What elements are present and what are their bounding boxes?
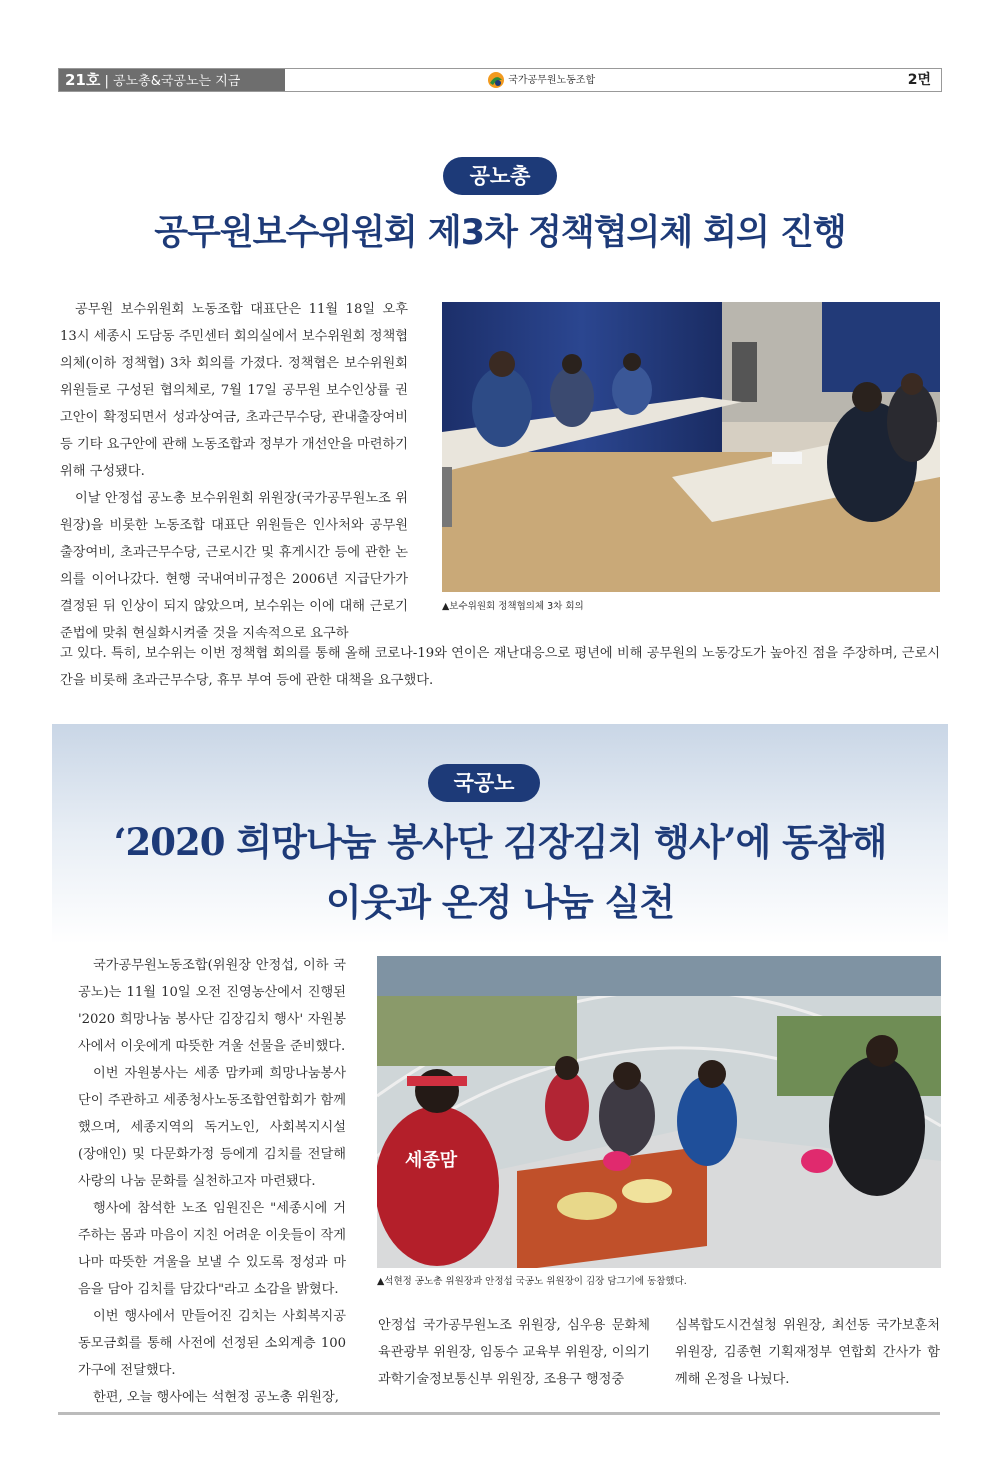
article2-badge: 국공노 <box>428 764 540 802</box>
article1-badge: 공노총 <box>443 157 557 195</box>
kimchi-photo <box>377 956 941 1268</box>
article2-title-line: 이웃과 온정 나눔 실천 <box>325 880 675 924</box>
article1-body-continued <box>60 640 940 694</box>
article1-body <box>60 296 408 647</box>
article2-title <box>0 812 1000 932</box>
meeting-photo <box>442 302 940 592</box>
article2-photo-caption: ▲석현정 공노총 위원장과 안정섭 국공노 위원장이 김장 담그기에 동참했다. <box>377 1276 687 1287</box>
page-header <box>58 68 942 92</box>
kimchi-event-image <box>377 956 941 1268</box>
article1-photo-caption: ▲보수위원회 정책협의체 3차 회의 <box>442 601 584 612</box>
article1-title: 공무원보수위원회 제3차 정책협의체 회의 진행 <box>154 213 846 253</box>
article2-paragraph: 행사에 참석한 노조 임원진은 "세종시에 거주하는 몸과 마음이 지친 어려운 이웃들이 작게나마 따뜻한 겨울을 보낼 수 있도록 정성과 마음을 담아 김치를 담갔다"라고 소감을 밝혔다. <box>78 1201 346 1297</box>
org-logo-block <box>487 71 595 89</box>
article1-paragraph: 공무원 보수위원회 노동조합 대표단은 11월 18일 오후 13시 세종시 도담동 주민센터 회의실에서 보수위원회 정책협의체(이하 정책협) 3차 회의를 가졌다. 정책협은 보수위원회 위원들로 구성된 협의체로, 7월 17일 공무원 보수인상률 권고안이 확정되면서 성과상여금, 초과근무수당, 관내출장여비 등 기타 요구안에 관해 노동조합과 정부가 개선안을 마련하기 위해 구성됐다. <box>60 302 408 479</box>
issue-number: 21호 <box>65 71 101 89</box>
page-number: 2면 <box>907 72 931 88</box>
article2-paragraph: 이번 행사에서 만들어진 김치는 사회복지공동모금회를 통해 사전에 선정된 소외계층 100가구에 전달했다. <box>78 1309 346 1378</box>
header-separator: | <box>104 74 109 89</box>
article1-paragraph: 이날 안정섭 공노총 보수위원회 위원장(국가공무원노조 위원장)을 비롯한 노동조합 대표단 위원들은 인사처와 공무원 출장여비, 초과근무수당, 근로시간 및 휴게시간 등에 관한 논의를 이어나갔다. 현행 국내여비규정은 2006년 지급단가가 결정된 뒤 인상이 되지 않았으며, 보수위는 이에 대해 근로기준법에 맞춰 현실화시켜줄 것을 지속적으로 요구하 <box>60 491 408 641</box>
article2-paragraph: 심복합도시건설청 위원장, 최선동 국가보훈처 위원장, 김종현 기획재정부 연합회 간사가 함께해 온정을 나눴다. <box>675 1318 940 1387</box>
union-logo-icon <box>487 71 505 89</box>
article2-title-line: ‘2020 희망나눔 봉사단 김장김치 행사’에 동참해 <box>113 820 887 864</box>
article2-paragraph: 안정섭 국가공무원노조 위원장, 심우용 문화체육관광부 위원장, 임동수 교육부 위원장, 이의기 과학기술정보통신부 위원장, 조용구 행정중 <box>378 1318 650 1387</box>
issue-section-label <box>59 69 285 91</box>
org-name: 국가공무원노동조합 <box>508 75 596 86</box>
article2-body-col2 <box>378 1312 650 1393</box>
article2-paragraph: 국가공무원노동조합(위원장 안정섭, 이하 국공노)는 11월 10일 오전 진영농산에서 진행된 '2020 희망나눔 봉사단 김장김치 행사' 자원봉사에서 이웃에게 따뜻한 겨울 선물을 준비했다. <box>78 958 346 1054</box>
meeting-room-image <box>442 302 940 592</box>
vest-logo-text: 세종맘 <box>405 1150 458 1171</box>
section-name: 공노총&국공노는 지금 <box>113 74 241 89</box>
article2-paragraph: 한편, 오늘 행사에는 석현정 공노총 위원장, <box>93 1390 339 1405</box>
article1-paragraph: 고 있다. 특히, 보수위는 이번 정책협 회의를 통해 올해 코로나-19와 연이은 재난대응으로 평년에 비해 공무원의 노동강도가 높아진 점을 주장하며, 근로시간을 비롯해 초과근무수당, 휴무 부여 등에 관한 대책을 요구했다. <box>60 646 940 688</box>
article2-body-col3 <box>675 1312 940 1393</box>
bottom-divider <box>58 1412 940 1415</box>
article2-paragraph: 이번 자원봉사는 세종 맘카페 희망나눔봉사단이 주관하고 세종청사노동조합연합회가 함께했으며, 세종지역의 독거노인, 사회복지시설(장애인) 및 다문화가정 등에게 김치를 전달해 사랑의 나눔 문화를 실천하고자 마련됐다. <box>78 1066 346 1189</box>
article2-body <box>78 952 346 1411</box>
